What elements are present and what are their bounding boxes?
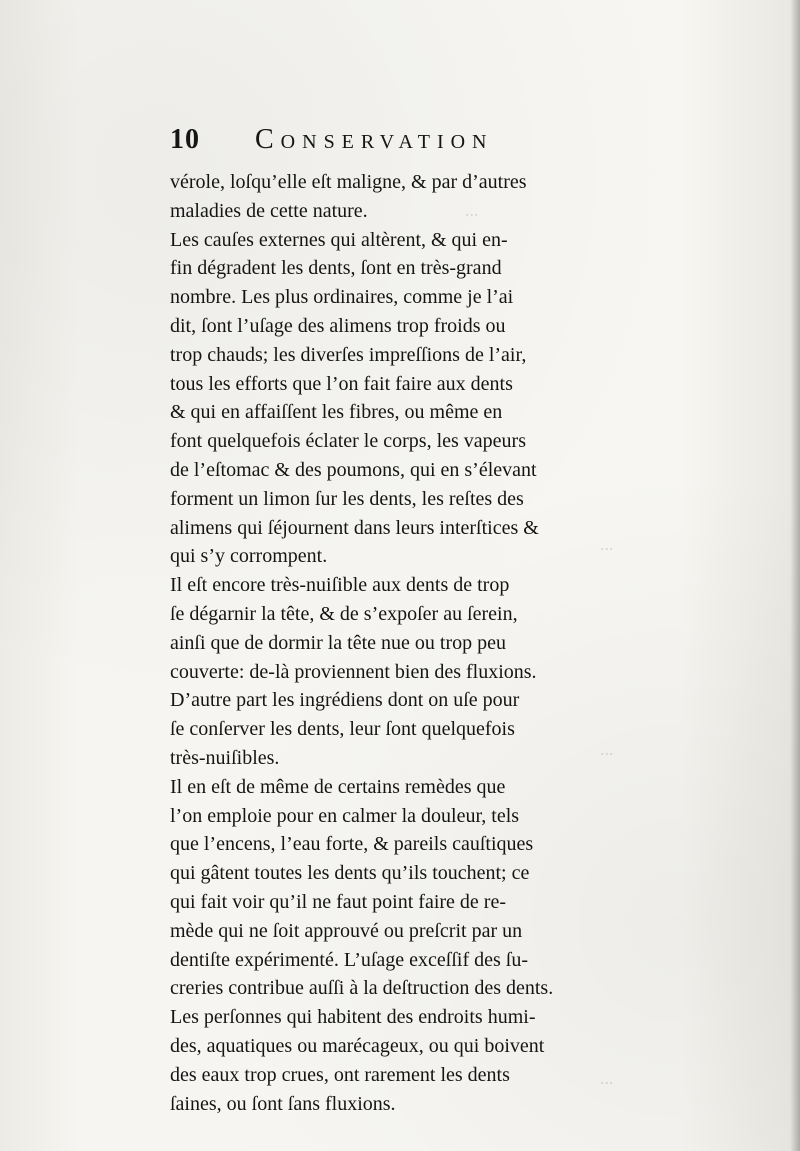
text-line: fin dégradent les dents, ſont en très-grand [170, 257, 502, 280]
text-line: vérole, loſqu’elle eſt maligne, & par d’autres [170, 171, 527, 193]
text-line: font quelquefois éclater le corps, les vapeurs [170, 430, 526, 453]
bleed-through-text: ... [600, 1068, 614, 1088]
text-line: trop chauds; les diverſes impreſſions de l’air, [170, 343, 527, 366]
text-line: des eaux trop crues, ont rarement les dents [170, 1063, 510, 1086]
text-line: très-nuiſibles. [170, 746, 280, 769]
page-edge-shadow [790, 0, 800, 1151]
text-line: dentiſte expérimenté. L’uſage exceſſif des ſu- [170, 948, 529, 971]
text-line: qui fait voir qu’il ne faut point faire de re- [170, 890, 506, 913]
text-line: Il en eſt de même de certains remèdes que [170, 775, 506, 798]
page-header [170, 122, 620, 158]
text-line: l’on emploie pour en calmer la douleur, tels [170, 804, 520, 827]
text-line: tous les efforts que l’on fait faire aux dents [170, 372, 513, 395]
bleed-through-text: ... [600, 739, 614, 759]
text-line: qui s’y corrompent. [170, 545, 328, 568]
text-line: D’autre part les ingrédiens dont on uſe pour [170, 689, 520, 712]
body-text [170, 168, 710, 1118]
text-line: maladies de cette nature. [170, 199, 368, 222]
text-line: ſaines, ou ſont ſans fluxions. [170, 1092, 396, 1115]
text-line: Il eſt encore très-nuiſible aux dents de trop [170, 574, 510, 597]
text-line: qui gâtent toutes les dents qu’ils touchent; ce [170, 862, 530, 885]
bleed-through-text: ... [465, 200, 479, 220]
text-line: ſe dégarnir la tête, & de s’expoſer au ſerein, [170, 602, 518, 625]
text-line: & qui en affaiſſent les fibres, ou même en [170, 401, 503, 424]
page-number: 10 [170, 124, 200, 155]
text-line: forment un limon ſur les dents, les reſtes des [170, 487, 524, 510]
bleed-through-text: ... [600, 534, 614, 554]
text-line: couverte: de-là proviennent bien des fluxions. [170, 660, 537, 683]
text-line: Les cauſes externes qui altèrent, & qui en- [170, 228, 508, 251]
running-head: Conservation [255, 124, 494, 155]
text-line: nombre. Les plus ordinaires, comme je l’ai [170, 286, 514, 309]
text-line: ſe conſerver les dents, leur ſont quelquefois [170, 718, 515, 741]
text-line: que l’encens, l’eau forte, & pareils cauſtiques [170, 833, 534, 856]
text-line: dit, ſont l’uſage des alimens trop froids ou [170, 314, 506, 337]
text-line: des, aquatiques ou marécageux, ou qui boivent [170, 1034, 545, 1057]
text-line: Les perſonnes qui habitent des endroits humi- [170, 1006, 536, 1029]
text-line: alimens qui ſéjournent dans leurs interſtices & [170, 516, 539, 539]
text-line: mède qui ne ſoit approuvé ou preſcrit par un [170, 919, 523, 942]
text-line: de l’eſtomac & des poumons, qui en s’élevant [170, 458, 537, 481]
text-line: ainſi que de dormir la tête nue ou trop peu [170, 631, 507, 654]
text-line: creries contribue auſſi à la deſtruction des dents. [170, 977, 554, 1000]
